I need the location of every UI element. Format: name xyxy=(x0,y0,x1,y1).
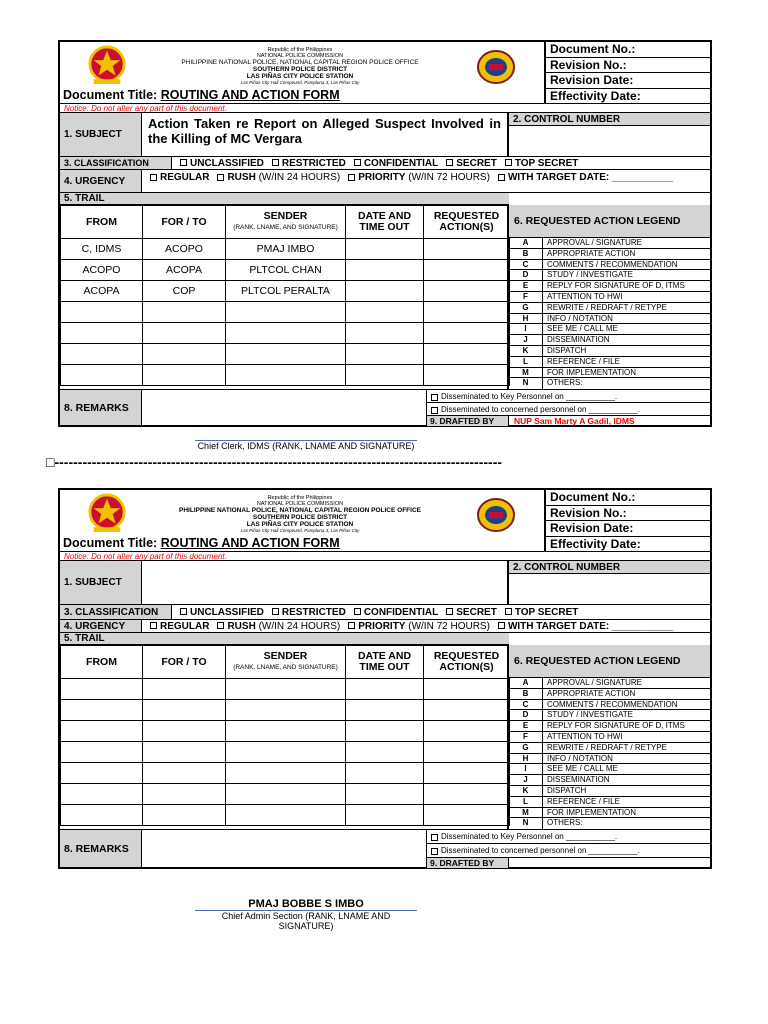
legend-item xyxy=(509,678,710,689)
checkbox-icon xyxy=(446,159,453,166)
drafted-by-value[interactable] xyxy=(509,858,514,868)
legend-item xyxy=(509,270,710,281)
remarks-row xyxy=(60,829,710,867)
control-number-field[interactable] xyxy=(509,126,710,155)
legend-code: H xyxy=(509,314,543,324)
trail-from-cell[interactable] xyxy=(61,721,143,742)
trail-sender-cell[interactable]: PMAJ IMBO xyxy=(226,239,346,260)
legend-desc: DISSEMINATION xyxy=(547,775,610,785)
legend-code: C xyxy=(509,260,543,270)
legend-desc: INFO / NOTATION xyxy=(547,313,613,323)
legend-item xyxy=(509,378,710,389)
col-sender: SENDER (RANK, LNAME, AND SIGNATURE) xyxy=(226,646,346,679)
trail-from-cell[interactable] xyxy=(61,344,143,365)
trail-sender-cell[interactable] xyxy=(226,721,346,742)
legend-desc: FOR IMPLEMENTATION xyxy=(547,367,637,377)
legend-desc: REFERENCE / FILE xyxy=(547,356,620,366)
legend-desc: APPROPRIATE ACTION xyxy=(547,248,636,258)
legend-code: J xyxy=(509,335,543,345)
trail-date-cell[interactable] xyxy=(346,323,424,344)
legend-code: A xyxy=(509,678,543,688)
legend-item xyxy=(509,721,710,732)
trail-sender-cell[interactable] xyxy=(226,805,346,826)
trail-for-to-cell[interactable] xyxy=(143,721,226,742)
legend-code: M xyxy=(509,808,543,818)
trail-from-cell[interactable] xyxy=(61,302,143,323)
classification-label: 3. CLASSIFICATION xyxy=(60,157,172,169)
legend-desc: REWRITE / REDRAFT / RETYPE xyxy=(547,302,667,312)
col-for-to: FOR / TO xyxy=(143,206,226,239)
checkbox-icon xyxy=(498,174,505,181)
col-for-to: FOR / TO xyxy=(143,646,226,679)
drafted-by-label: 9. DRAFTED BY xyxy=(427,858,509,868)
trail-date-cell[interactable] xyxy=(346,302,424,323)
legend-desc: REWRITE / REDRAFT / RETYPE xyxy=(547,742,667,752)
agency-block: Republic of the Philippines NATIONAL POLICE COMMISSION PHILIPPINE NATIONAL POLICE, NATIONAL CAPITAL REGION POLICE OFFICE SOUTHERN POLICE DISTRICT LAS PIÑAS CITY POLICE STATION Las Piñas City Hall Compound, Pamplona 3, Las Piñas City xyxy=(179,495,421,534)
legend-item xyxy=(509,689,710,700)
checkbox-top-secret[interactable]: TOP SECRET xyxy=(505,158,579,169)
legend-item xyxy=(509,754,710,765)
legend-desc: COMMENTS / RECOMMENDATION xyxy=(547,259,678,269)
legend-code: B xyxy=(509,249,543,259)
checkbox-icon xyxy=(505,608,512,615)
legend-panel xyxy=(509,205,710,389)
trail-from-cell[interactable]: ACOPA xyxy=(61,281,143,302)
trail-row xyxy=(61,260,510,281)
trail-action-cell[interactable] xyxy=(424,365,510,386)
legend-code: H xyxy=(509,754,543,764)
trail-sender-cell[interactable] xyxy=(226,302,346,323)
trail-table xyxy=(60,205,510,386)
checkbox-rush[interactable]: RUSH (W/IN 24 HOURS) xyxy=(217,621,340,632)
station-seal-logo xyxy=(476,49,516,85)
checkbox-icon xyxy=(446,608,453,615)
legend-item xyxy=(509,260,710,271)
urgency-row xyxy=(60,620,710,633)
legend-code: D xyxy=(509,270,543,280)
trail-row xyxy=(61,763,510,784)
document-no-label: Document No.: xyxy=(546,490,710,506)
trail-date-cell[interactable] xyxy=(346,763,424,784)
legend-item xyxy=(509,797,710,808)
pnp-seal-logo xyxy=(88,493,126,533)
checkbox-icon xyxy=(431,407,438,414)
legend-desc: APPROVAL / SIGNATURE xyxy=(547,678,642,687)
drafted-by-label: 9. DRAFTED BY xyxy=(427,416,509,426)
legend-code: G xyxy=(509,743,543,753)
trail-action-cell[interactable] xyxy=(424,281,510,302)
checkbox-regular[interactable]: REGULAR xyxy=(150,172,209,183)
trail-action-cell[interactable] xyxy=(424,344,510,365)
urgency-label: 4. URGENCY xyxy=(60,170,142,192)
legend-code: F xyxy=(509,732,543,742)
checkbox-secret[interactable]: SECRET xyxy=(446,607,497,618)
legend-item xyxy=(509,335,710,346)
urgency-row xyxy=(60,170,710,193)
legend-desc: DISPATCH xyxy=(547,785,587,795)
trail-for-to-cell[interactable] xyxy=(143,302,226,323)
legend-desc: OTHERS: xyxy=(547,378,583,388)
trail-date-cell[interactable] xyxy=(346,679,424,700)
checkbox-icon xyxy=(498,622,505,629)
trail-label: 5. TRAIL xyxy=(60,633,509,645)
legend-code: G xyxy=(509,303,543,313)
legend-code: N xyxy=(509,378,543,389)
revision-no-label: Revision No.: xyxy=(546,506,710,522)
legend-title: 6. REQUESTED ACTION LEGEND xyxy=(509,645,710,678)
trail-for-to-cell[interactable] xyxy=(143,763,226,784)
trail-rows xyxy=(61,679,510,826)
legend-item xyxy=(509,710,710,721)
legend-code: K xyxy=(509,346,543,356)
legend-desc: APPROVAL / SIGNATURE xyxy=(547,238,642,247)
agency-block: Republic of the Philippines NATIONAL POLICE COMMISSION PHILIPPINE NATIONAL POLICE, NATIONAL CAPITAL REGION POLICE OFFICE SOUTHERN POLICE DISTRICT LAS PIÑAS CITY POLICE STATION Las Piñas City Hall Compound, Pamplona 3, Las Piñas City xyxy=(181,47,419,86)
disseminated-key-checkbox[interactable]: Disseminated to Key Personnel on ___________. xyxy=(427,830,710,844)
col-from: FROM xyxy=(61,206,143,239)
remarks-label: 8. REMARKS xyxy=(60,390,142,425)
trail-date-cell[interactable] xyxy=(346,784,424,805)
legend-desc: DISSEMINATION xyxy=(547,335,610,345)
legend-item xyxy=(509,808,710,819)
trail-action-cell[interactable] xyxy=(424,700,510,721)
trail-from-cell[interactable]: C, IDMS xyxy=(61,239,143,260)
disseminated-concerned-checkbox[interactable]: Disseminated to concerned personnel on ___________. xyxy=(427,403,710,416)
trail-row xyxy=(61,700,510,721)
checkbox-icon xyxy=(505,159,512,166)
drafted-by-value[interactable]: NUP Sam Marty A Gadil, IDMS xyxy=(514,416,635,427)
trail-for-to-cell[interactable] xyxy=(143,805,226,826)
trail-sender-cell[interactable] xyxy=(226,365,346,386)
trail-from-cell[interactable] xyxy=(61,323,143,344)
revision-no-label: Revision No.: xyxy=(546,58,710,74)
legend-desc: REPLY FOR SIGNATURE OF D, ITMS xyxy=(547,281,685,291)
checkbox-secret[interactable]: SECRET xyxy=(446,158,497,169)
trail-section xyxy=(60,205,710,389)
trail-row xyxy=(61,365,510,386)
trail-row xyxy=(61,302,510,323)
legend-desc: INFO / NOTATION xyxy=(547,753,613,763)
control-number-field[interactable] xyxy=(509,574,710,603)
trail-action-cell[interactable] xyxy=(424,763,510,784)
col-requested: REQUESTED ACTION(S) xyxy=(424,206,510,239)
legend-item xyxy=(509,292,710,303)
legend-desc: DISPATCH xyxy=(547,345,587,355)
legend-desc: REPLY FOR SIGNATURE OF D, ITMS xyxy=(547,721,685,731)
legend-item xyxy=(509,249,710,260)
signature-block-2 xyxy=(195,898,417,931)
trail-row xyxy=(61,679,510,700)
col-from: FROM xyxy=(61,646,143,679)
trail-action-cell[interactable] xyxy=(424,805,510,826)
col-sender: SENDER (RANK, LNAME, AND SIGNATURE) xyxy=(226,206,346,239)
trail-sender-cell[interactable] xyxy=(226,344,346,365)
drafted-by-row xyxy=(427,858,710,868)
legend-desc: STUDY / INVESTIGATE xyxy=(547,270,633,280)
checkbox-restricted[interactable]: RESTRICTED xyxy=(272,158,346,169)
document-no-label: Document No.: xyxy=(546,42,710,58)
checkbox-unclassified[interactable]: UNCLASSIFIED xyxy=(180,158,264,169)
remarks-row xyxy=(60,389,710,425)
control-number-label: 2. CONTROL NUMBER xyxy=(509,561,710,574)
subject-row xyxy=(60,561,710,605)
checkbox-unclassified[interactable]: UNCLASSIFIED xyxy=(180,607,264,618)
subject-field[interactable]: Action Taken re Report on Alleged Suspect Involved in the Killing of MC Vergara xyxy=(142,113,509,156)
trail-row xyxy=(61,721,510,742)
checkbox-icon xyxy=(217,174,224,181)
legend-code: I xyxy=(509,764,543,774)
checkbox-top-secret[interactable]: TOP SECRET xyxy=(505,607,579,618)
remarks-label: 8. REMARKS xyxy=(60,830,142,867)
trail-action-cell[interactable] xyxy=(424,260,510,281)
checkbox-icon xyxy=(272,608,279,615)
checkbox-icon xyxy=(431,394,438,401)
trail-sender-cell[interactable] xyxy=(226,679,346,700)
classification-label: 3. CLASSIFICATION xyxy=(60,605,172,619)
signature-caption: Chief Admin Section (RANK, LNAME AND SIGNATURE) xyxy=(221,911,391,931)
checkbox-icon xyxy=(180,608,187,615)
legend-item xyxy=(509,818,710,829)
disseminated-key-checkbox[interactable]: Disseminated to Key Personnel on ___________. xyxy=(427,390,710,403)
checkbox-confidential[interactable]: CONFIDENTIAL xyxy=(354,607,438,618)
checkbox-icon xyxy=(348,174,355,181)
trail-date-cell[interactable] xyxy=(346,700,424,721)
pnp-seal-logo xyxy=(88,45,126,85)
document-title: Document Title: ROUTING AND ACTION FORM xyxy=(63,536,340,550)
trail-table xyxy=(60,645,510,826)
trail-action-cell[interactable] xyxy=(424,679,510,700)
legend-desc: APPROPRIATE ACTION xyxy=(547,688,636,698)
legend-code: E xyxy=(509,721,543,731)
legend-item xyxy=(509,732,710,743)
legend-item xyxy=(509,346,710,357)
legend-code: L xyxy=(509,357,543,367)
trail-sender-cell[interactable] xyxy=(226,323,346,344)
checkbox-rush[interactable]: RUSH (W/IN 24 HOURS) xyxy=(217,172,340,183)
trail-action-cell[interactable] xyxy=(424,239,510,260)
cut-line: □------------------------------------------------------------------------------------------------ xyxy=(46,454,503,470)
trail-for-to-cell[interactable] xyxy=(143,323,226,344)
form-header xyxy=(60,42,710,104)
legend-code: J xyxy=(509,775,543,785)
trail-section xyxy=(60,645,710,829)
notice: Notice: Do not alter any part of this document. xyxy=(60,552,710,561)
checkbox-icon xyxy=(272,159,279,166)
document-meta xyxy=(544,490,710,551)
urgency-label: 4. URGENCY xyxy=(60,620,142,632)
routing-form-2 xyxy=(58,488,712,869)
legend-desc: ATTENTION TO HWI xyxy=(547,291,623,301)
trail-from-cell[interactable] xyxy=(61,763,143,784)
trail-date-cell[interactable] xyxy=(346,742,424,763)
checkbox-priority[interactable]: PRIORITY (W/IN 72 HOURS) xyxy=(348,621,490,632)
trail-sender-cell[interactable] xyxy=(226,700,346,721)
subject-label: 1. SUBJECT xyxy=(60,113,142,156)
subject-row xyxy=(60,113,710,157)
revision-date-label: Revision Date: xyxy=(546,521,710,537)
form-header xyxy=(60,490,710,552)
legend-code: C xyxy=(509,700,543,710)
legend-title: 6. REQUESTED ACTION LEGEND xyxy=(509,205,710,238)
trail-from-cell[interactable] xyxy=(61,784,143,805)
checkbox-regular[interactable]: REGULAR xyxy=(150,621,209,632)
trail-row xyxy=(61,742,510,763)
revision-date-label: Revision Date: xyxy=(546,73,710,89)
legend-code: L xyxy=(509,797,543,807)
legend-desc: COMMENTS / RECOMMENDATION xyxy=(547,699,678,709)
trail-sender-cell[interactable]: PLTCOL CHAN xyxy=(226,260,346,281)
checkbox-icon xyxy=(431,848,438,855)
station-seal-logo xyxy=(476,497,516,533)
trail-date-cell[interactable] xyxy=(346,721,424,742)
legend-item xyxy=(509,700,710,711)
checkbox-icon xyxy=(150,174,157,181)
legend-desc: SEE ME / CALL ME xyxy=(547,324,618,334)
checkbox-icon xyxy=(348,622,355,629)
checkbox-icon xyxy=(354,608,361,615)
trail-for-to-cell[interactable]: ACOPO xyxy=(143,239,226,260)
trail-rows xyxy=(61,239,510,386)
effectivity-date-label: Effectivity Date: xyxy=(550,88,641,103)
legend-code: I xyxy=(509,324,543,334)
trail-action-cell[interactable] xyxy=(424,323,510,344)
trail-sender-cell[interactable] xyxy=(226,784,346,805)
trail-row xyxy=(61,281,510,302)
trail-date-cell[interactable] xyxy=(346,239,424,260)
trail-row xyxy=(61,784,510,805)
trail-for-to-cell[interactable] xyxy=(143,784,226,805)
trail-action-cell[interactable] xyxy=(424,784,510,805)
trail-for-to-cell[interactable] xyxy=(143,344,226,365)
trail-sender-cell[interactable] xyxy=(226,742,346,763)
scissors-icon: □ xyxy=(46,454,55,470)
checkbox-confidential[interactable]: CONFIDENTIAL xyxy=(354,158,438,169)
col-date-time: DATE AND TIME OUT xyxy=(346,206,424,239)
legend-item xyxy=(509,324,710,335)
legend-code: M xyxy=(509,368,543,378)
trail-date-cell[interactable] xyxy=(346,805,424,826)
trail-for-to-cell[interactable] xyxy=(143,365,226,386)
legend-code: E xyxy=(509,281,543,291)
trail-row xyxy=(61,239,510,260)
checkbox-icon xyxy=(217,622,224,629)
legend-desc: ATTENTION TO HWI xyxy=(547,731,623,741)
signature-block-1 xyxy=(195,440,417,451)
subject-label: 1. SUBJECT xyxy=(60,561,142,604)
legend-code: K xyxy=(509,786,543,796)
remarks-field[interactable] xyxy=(142,390,427,425)
legend-item xyxy=(509,775,710,786)
checkbox-priority[interactable]: PRIORITY (W/IN 72 HOURS) xyxy=(348,172,490,183)
remarks-field[interactable] xyxy=(142,830,427,867)
trail-action-cell[interactable] xyxy=(424,742,510,763)
legend-code: N xyxy=(509,818,543,829)
checkbox-icon xyxy=(180,159,187,166)
legend-item xyxy=(509,238,710,249)
legend-item xyxy=(509,786,710,797)
legend-code: F xyxy=(509,292,543,302)
checkbox-restricted[interactable]: RESTRICTED xyxy=(272,607,346,618)
trail-action-cell[interactable] xyxy=(424,302,510,323)
control-number-label: 2. CONTROL NUMBER xyxy=(509,113,710,126)
signature-caption: Chief Clerk, IDMS (RANK, LNAME AND SIGNATURE) xyxy=(197,441,415,451)
legend-desc: STUDY / INVESTIGATE xyxy=(547,710,633,720)
effectivity-date-label: Effectivity Date: xyxy=(550,536,641,551)
trail-from-cell[interactable] xyxy=(61,805,143,826)
classification-row xyxy=(60,605,710,620)
trail-sender-cell[interactable]: PLTCOL PERALTA xyxy=(226,281,346,302)
legend-item xyxy=(509,281,710,292)
legend-code: D xyxy=(509,710,543,720)
trail-from-cell[interactable]: ACOPO xyxy=(61,260,143,281)
trail-date-cell[interactable] xyxy=(346,281,424,302)
trail-row xyxy=(61,323,510,344)
trail-for-to-cell[interactable] xyxy=(143,742,226,763)
checkbox-target-date[interactable]: WITH TARGET DATE: ___________ xyxy=(498,621,673,632)
legend-item xyxy=(509,303,710,314)
legend-item xyxy=(509,764,710,775)
legend-desc: SEE ME / CALL ME xyxy=(547,764,618,774)
checkbox-icon xyxy=(354,159,361,166)
trail-row xyxy=(61,805,510,826)
legend-desc: OTHERS: xyxy=(547,818,583,828)
trail-date-cell[interactable] xyxy=(346,344,424,365)
signatory-name: PMAJ BOBBE S IMBO xyxy=(248,898,364,910)
checkbox-target-date[interactable]: WITH TARGET DATE: ___________ xyxy=(498,172,673,183)
trail-for-to-cell[interactable] xyxy=(143,679,226,700)
col-requested: REQUESTED ACTION(S) xyxy=(424,646,510,679)
legend-item xyxy=(509,743,710,754)
trail-from-cell[interactable] xyxy=(61,742,143,763)
classification-row xyxy=(60,157,710,170)
disseminated-concerned-checkbox[interactable]: Disseminated to concerned personnel on ___________. xyxy=(427,844,710,858)
trail-sender-cell[interactable] xyxy=(226,763,346,784)
subject-field[interactable] xyxy=(142,561,509,604)
trail-date-cell[interactable] xyxy=(346,365,424,386)
trail-from-cell[interactable] xyxy=(61,700,143,721)
trail-for-to-cell[interactable]: ACOPA xyxy=(143,260,226,281)
trail-from-cell[interactable] xyxy=(61,679,143,700)
trail-action-cell[interactable] xyxy=(424,721,510,742)
checkbox-icon xyxy=(150,622,157,629)
col-date-time: DATE AND TIME OUT xyxy=(346,646,424,679)
trail-for-to-cell[interactable] xyxy=(143,700,226,721)
legend-item xyxy=(509,368,710,379)
trail-date-cell[interactable] xyxy=(346,260,424,281)
trail-label: 5. TRAIL xyxy=(60,193,509,205)
notice: Notice: Do not alter any part of this document. xyxy=(60,104,710,113)
routing-form-1 xyxy=(58,40,712,427)
document-title: Document Title: ROUTING AND ACTION FORM xyxy=(63,88,340,102)
trail-for-to-cell[interactable]: COP xyxy=(143,281,226,302)
legend-item xyxy=(509,357,710,368)
legend-desc: REFERENCE / FILE xyxy=(547,796,620,806)
legend-code: A xyxy=(509,238,543,248)
legend-item xyxy=(509,314,710,325)
trail-from-cell[interactable] xyxy=(61,365,143,386)
legend-panel xyxy=(509,645,710,829)
checkbox-icon xyxy=(431,834,438,841)
document-meta xyxy=(544,42,710,103)
drafted-by-row xyxy=(427,416,710,426)
legend-desc: FOR IMPLEMENTATION xyxy=(547,807,637,817)
trail-row xyxy=(61,344,510,365)
legend-code: B xyxy=(509,689,543,699)
